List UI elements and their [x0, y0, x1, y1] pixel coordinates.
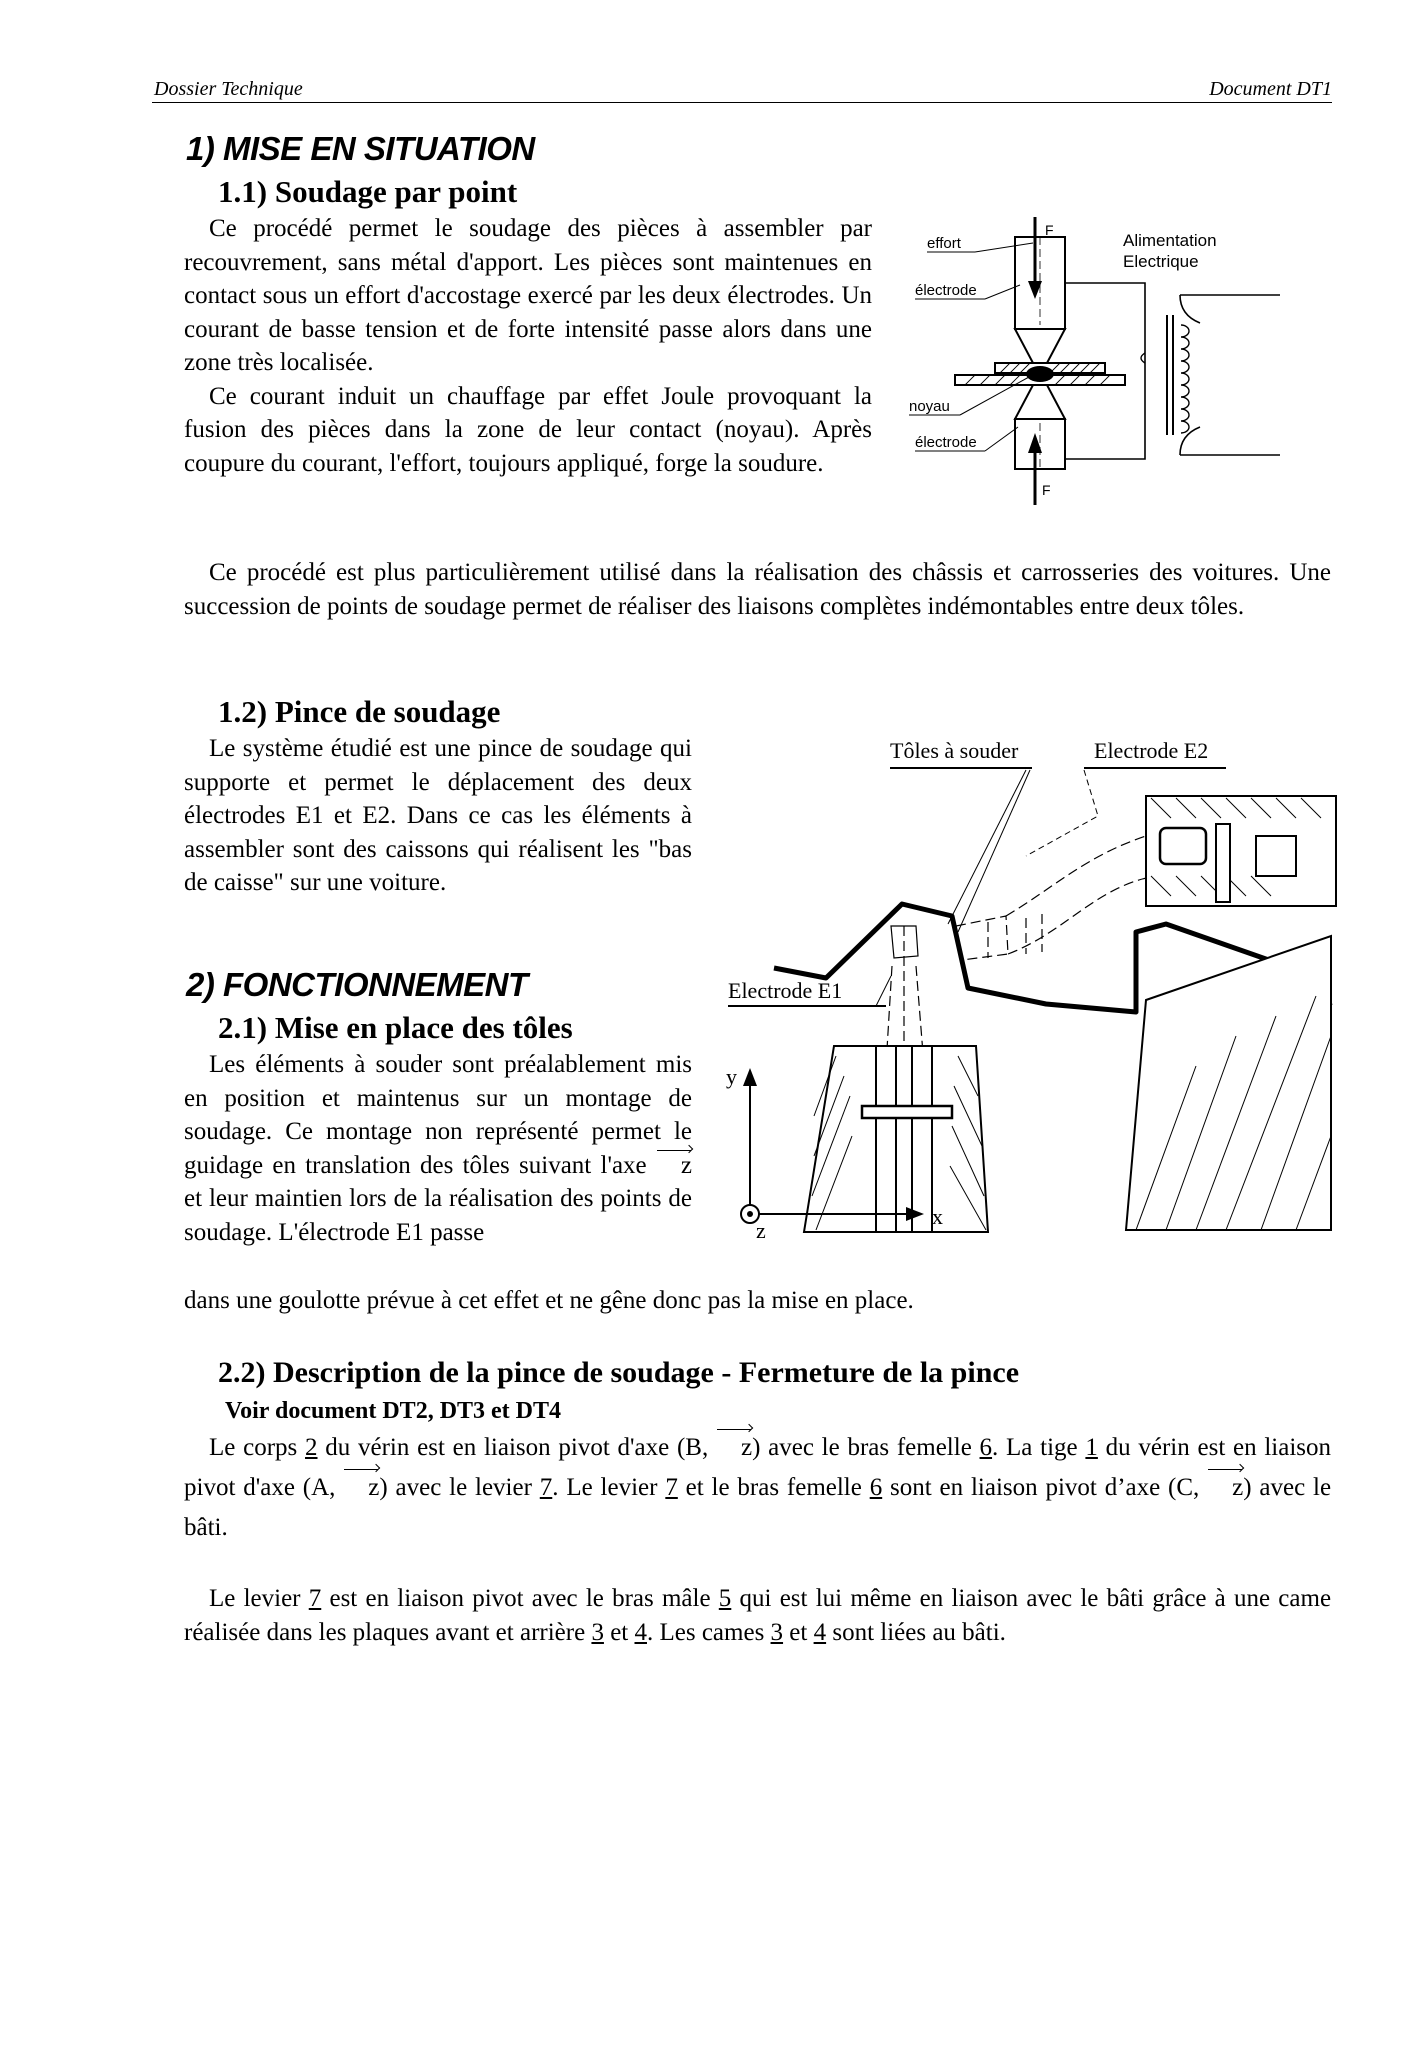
paragraph: Ce procédé est plus particulièrement utilisé dans la réalisation des châssis et carrosseries des voitures. Une succession de points de soudage permet de réaliser des liaisons complètes indémontables entre deux tôles. [184, 559, 1331, 620]
vector-z: z [1207, 1468, 1243, 1508]
section-2-1-title: 2.1) Mise en place des tôles [218, 1010, 573, 1045]
label-effort: effort [927, 235, 961, 252]
section-2-2-subtitle: Voir document DT2, DT3 et DT4 [225, 1398, 562, 1424]
vector-z: z [343, 1468, 379, 1508]
part-number: 1 [1085, 1434, 1098, 1461]
label-noyau: noyau [909, 398, 950, 415]
axis-y-label: y [726, 1064, 737, 1089]
paragraph: Le système étudié est une pince de soudage qui supporte et permet le déplacement des deux électrodes E1 et E2. Dans ce cas les éléments à assembler sont des caissons qui réalisent les "bas de caisse" sur une voiture. [184, 735, 692, 896]
part-number: 3 [770, 1618, 784, 1646]
label-toles: Tôles à souder [890, 738, 1019, 763]
header-right: Document DT1 [1209, 78, 1332, 100]
bottom-electrode-tip [1015, 385, 1065, 419]
transformer-coil [1181, 325, 1189, 433]
header-rule [152, 102, 1332, 103]
section-2-2-title: 2.2) Description de la pince de soudage - Fermeture de la pince [218, 1356, 1020, 1389]
label-electrode-e2: Electrode E2 [1094, 738, 1209, 763]
section-1-1-text [184, 212, 872, 480]
part-number: 2 [305, 1434, 318, 1461]
vector-z: z [656, 1149, 692, 1183]
section-2-title: 2) FONCTIONNEMENT [186, 966, 528, 1003]
header-left: Dossier Technique [154, 78, 303, 100]
paragraph: Ce courant induit un chauffage par effet Joule provoquant la fusion des pièces dans la zone de leur contact (noyau). Après coupure du courant, l'effort, toujours appliqué, forge la soudure. [184, 382, 872, 477]
part-number: 5 [718, 1585, 732, 1612]
right-frame [1126, 936, 1331, 1230]
axis-z-label: z [756, 1218, 766, 1243]
section-1-2-text [184, 732, 692, 900]
welding-gun-figure [726, 736, 1336, 1243]
label-alimentation: Alimentation [1123, 231, 1217, 250]
part-number: 7 [308, 1585, 322, 1612]
label-electrode-bottom: électrode [915, 434, 977, 451]
paragraph: Le levier 7 est en liaison pivot avec le bras mâle 5 qui est lui même en liaison avec le bâti grâce à une came réalisée dans les plaques avant et arrière 3 et 4. Les cames 3 et 4 sont liées au bâti. [184, 1585, 1332, 1646]
label-electrode-e1: Electrode E1 [728, 978, 843, 1003]
section-1-1-text-2 [184, 556, 1331, 623]
paragraph: Les éléments à souder sont préalablement mis en position et maintenus sur un montage de soudage. Ce montage non représenté permet le guidage en translation des tôles suivant l'axe z et leur maintien lors de la réalisation des points de soudage. L'électrode E1 passe [184, 1051, 692, 1246]
weld-nugget [1026, 366, 1054, 382]
part-number: 6 [869, 1474, 883, 1501]
spot-welding-figure [905, 215, 1295, 505]
paragraph: Ce procédé permet le soudage des pièces à assembler par recouvrement, sans métal d'apport. Les pièces sont maintenues en contact sous un effort d'accostage exercé par les deux électrodes. Un courant de basse tension et de forte intensité passe alors dans une zone très localisée. [184, 215, 872, 376]
axis-x-label: x [932, 1204, 943, 1229]
electrode-e2-outline [956, 836, 1156, 960]
force-label-bottom: F [1042, 482, 1051, 498]
label-electrode-top: électrode [915, 282, 977, 299]
section-1-title: 1) MISE EN SITUATION [186, 130, 535, 167]
part-number: 7 [539, 1474, 553, 1501]
label-electrique: Electrique [1123, 252, 1199, 271]
part-number: 4 [634, 1618, 647, 1646]
paragraph: Le corps 2 du vérin est en liaison pivot d'axe (B, z) avec le bras femelle 6. La tige 1 du vérin est en liaison pivot d'axe (A, z) avec le levier 7. Le levier 7 et le bras femelle 6 sont en liaison pivot d’axe (C, z) avec le bâti. [184, 1428, 1331, 1548]
force-label-top: F [1045, 222, 1054, 238]
section-2-2-text-1 [184, 1428, 1331, 1548]
part-number: 4 [813, 1618, 827, 1646]
section-2-1-text-end: dans une goulotte prévue à cet effet et ne gêne donc pas la mise en place. [184, 1287, 914, 1314]
vector-z: z [716, 1428, 752, 1468]
part-number: 6 [979, 1434, 993, 1461]
section-2-2-text-2 [184, 1582, 1331, 1649]
top-electrode-tip [1015, 329, 1065, 363]
section-1-2-title: 1.2) Pince de soudage [218, 694, 501, 729]
part-number: 3 [591, 1618, 604, 1646]
section-2-1-text [184, 1048, 692, 1249]
section-1-1-title: 1.1) Soudage par point [218, 174, 518, 209]
part-number: 7 [665, 1474, 678, 1501]
